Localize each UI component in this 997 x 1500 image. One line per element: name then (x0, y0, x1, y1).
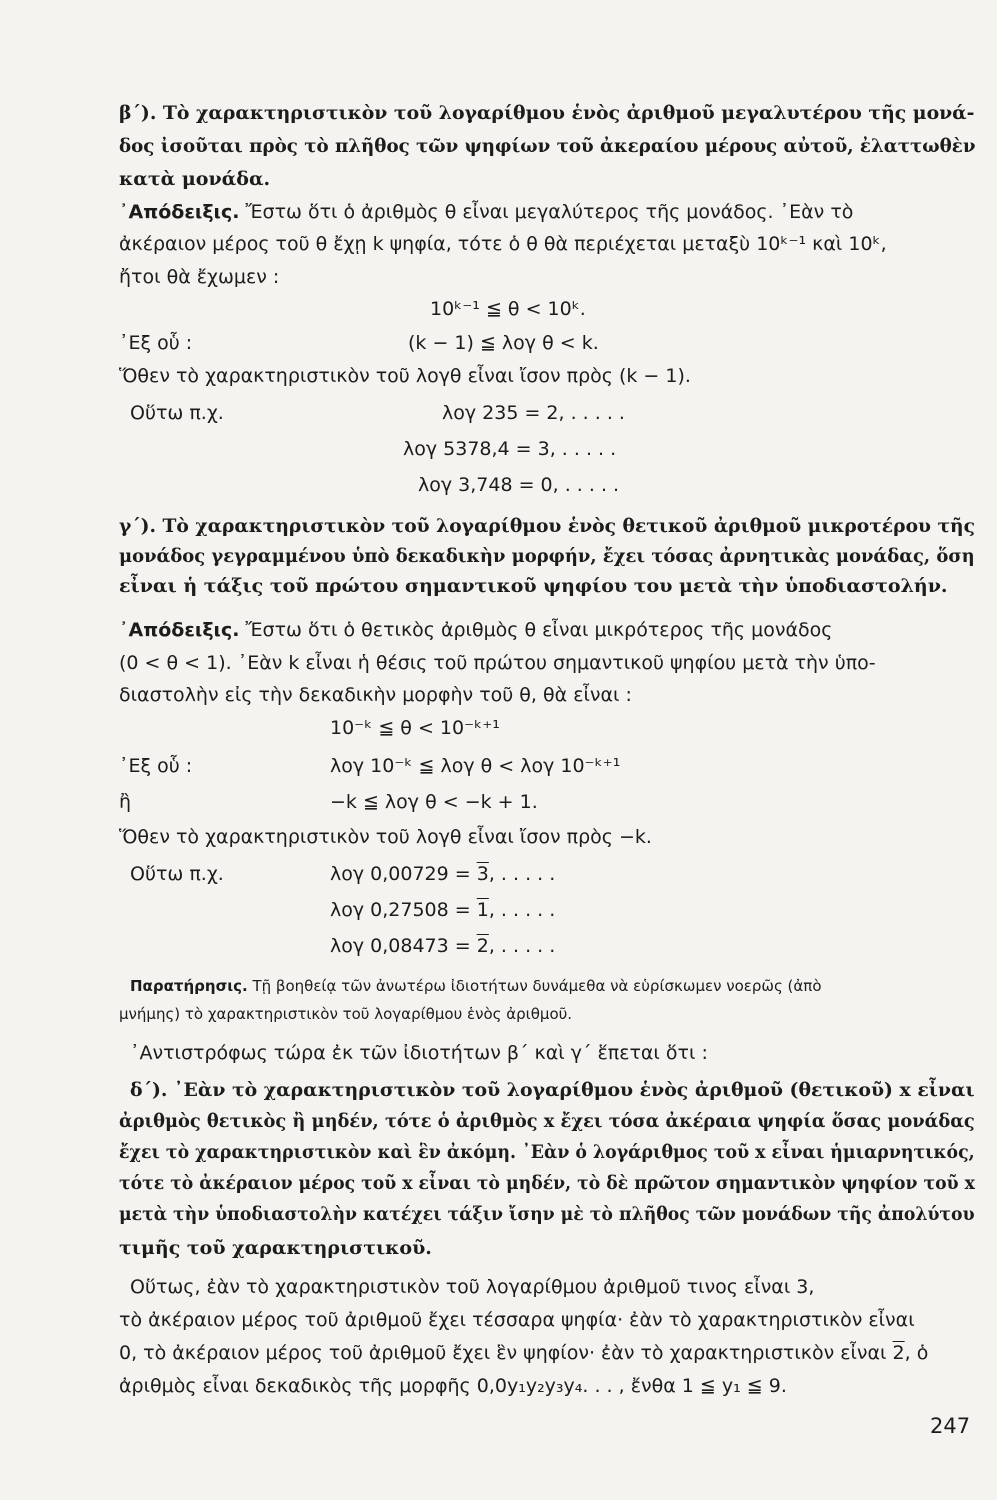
remark-text-1: Τῇ βοηθείᾳ τῶν ἀνωτέρω ἰδιοτήτων δυνάμεθα νὰ εὑρίσκωμεν νοερῶς (ἀπὸ (247, 977, 822, 995)
example-dots: , . . . . . (488, 935, 556, 957)
delta-heading-line-2: ἀριθμὸς θετικὸς ἢ μηδέν, τότε ὁ ἀριθμὸς x ἔχει τόσα ἀκέραια ψηφία ὅσας μονάδας (119, 1110, 975, 1132)
example-dots: , . . . . . (488, 899, 556, 921)
beta-proof-text-1: Ἔστω ὅτι ὁ ἀριθμὸς θ εἶναι μεγαλύτερος τῆς μονάδος. ᾿Εὰν τὸ (239, 201, 854, 223)
converse-line: ᾿Αντιστρόφως τώρα ἐκ τῶν ἰδιοτήτων β΄ καὶ γ΄ ἕπεται ὅτι : (130, 1042, 708, 1064)
gamma-example-3 (330, 934, 555, 958)
final-line-3-end: , ὁ (904, 1342, 929, 1364)
example-expression: λογ 0,08473 = (330, 935, 477, 957)
negative-characteristic: 2 (476, 935, 489, 957)
proof-label: ᾿Απόδειξις. (119, 619, 240, 641)
gamma-or-inequality: −k ≦ λογ θ < −k + 1. (330, 791, 538, 813)
gamma-conclusion: Ὅθεν τὸ χαρακτηριστικὸν τοῦ λογθ εἶναι ἴσον πρὸς −k. (119, 826, 652, 848)
gamma-or-label: ἢ (119, 791, 132, 813)
beta-proof-line-1 (119, 200, 853, 224)
gamma-heading-line-3: εἶναι ἡ τάξις τοῦ πρώτου σημαντικοῦ ψηφίου του μετὰ τὴν ὑποδιαστολήν. (119, 575, 948, 597)
beta-example-3: λογ 3,748 = 0, . . . . . (418, 474, 620, 496)
beta-conclusion: Ὅθεν τὸ χαρακτηριστικὸν τοῦ λογθ εἶναι ἴσον πρὸς (k − 1). (119, 365, 691, 387)
gamma-example-2 (330, 898, 555, 922)
final-line-2: τὸ ἀκέραιον μέρος τοῦ ἀριθμοῦ ἔχει τέσσαρα ψηφία· ἐὰν τὸ χαρακτηριστικὸν εἶναι (119, 1309, 915, 1331)
beta-example-label: Οὕτω π.χ. (130, 402, 224, 424)
delta-heading-line-1: δ΄). ᾿Εὰν τὸ χαρακτηριστικὸν τοῦ λογαρίθμου ἑνὸς ἀριθμοῦ (θετικοῦ) x εἶναι (130, 1079, 975, 1101)
gamma-proof-line-2: (0 < θ < 1). ᾿Εὰν k εἶναι ἡ θέσις τοῦ πρώτου σημαντικοῦ ψηφίου μετὰ τὴν ὑπο- (119, 652, 876, 674)
final-line-3-text: 0, τὸ ἀκέραιον μέρος τοῦ ἀριθμοῦ ἔχει ἓν ψηφίον· ἐὰν τὸ χαρακτηριστικὸν εἶναι (119, 1342, 893, 1364)
beta-heading-line-1: β΄). Τὸ χαρακτηριστικὸν τοῦ λογαρίθμου ἑνὸς ἀριθμοῦ μεγαλυτέρου τῆς μονά- (119, 102, 975, 124)
gamma-proof-line-3: διαστολὴν εἰς τὴν δεκαδικὴν μορφὴν τοῦ θ, θὰ εἶναι : (119, 684, 632, 706)
negative-characteristic: 1 (476, 899, 489, 921)
final-line-1: Οὕτως, ἐὰν τὸ χαρακτηριστικὸν τοῦ λογαρίθμου ἀριθμοῦ τινος εἶναι 3, (130, 1276, 815, 1298)
beta-example-1: λογ 235 = 2, . . . . . (442, 402, 625, 424)
beta-proof-line-3: ἤτοι θὰ ἔχωμεν : (119, 266, 280, 288)
gamma-example-label: Οὕτω π.χ. (130, 863, 224, 885)
remark-line-1 (130, 974, 822, 998)
example-dots: , . . . . . (488, 863, 556, 885)
delta-heading-line-3: ἔχει τὸ χαρακτηριστικὸν καὶ ἓν ἀκόμη. ᾿Εὰν ὁ λογάριθμος τοῦ x εἶναι ἡμιαρνητικός, (119, 1141, 975, 1163)
remark-label: Παρατήρησις. (130, 977, 248, 995)
gamma-example-1 (330, 862, 555, 886)
gamma-proof-text-1: Ἔστω ὅτι ὁ θετικὸς ἀριθμὸς θ εἶναι μικρότερος τῆς μονάδος (239, 619, 833, 641)
gamma-inequality: 10⁻ᵏ ≦ θ < 10⁻ᵏ⁺¹ (330, 717, 500, 739)
negative-characteristic: 3 (476, 863, 489, 885)
beta-ex-label: ᾿Εξ οὗ : (119, 332, 193, 354)
delta-heading-line-6: τιμῆς τοῦ χαρακτηριστικοῦ. (119, 1237, 432, 1259)
beta-example-2: λογ 5378,4 = 3, . . . . . (403, 438, 617, 460)
example-expression: λογ 0,00729 = (330, 863, 477, 885)
page-number: 247 (930, 1414, 971, 1438)
gamma-ex-inequality: λογ 10⁻ᵏ ≦ λογ θ < λογ 10⁻ᵏ⁺¹ (330, 755, 621, 777)
beta-heading-line-3: κατὰ μονάδα. (119, 168, 271, 190)
beta-inequality: 10ᵏ⁻¹ ≦ θ < 10ᵏ. (430, 298, 586, 320)
gamma-proof-line-1 (119, 618, 832, 642)
example-expression: λογ 0,27508 = (330, 899, 477, 921)
beta-ex-inequality: (k − 1) ≦ λογ θ < k. (408, 332, 599, 354)
delta-heading-line-5: μετὰ τὴν ὑποδιαστολὴν κατέχει τάξιν ἴσην μὲ τὸ πλῆθος τῶν μονάδων τῆς ἀπολύτου (119, 1203, 975, 1225)
gamma-heading-line-1: γ΄). Τὸ χαρακτηριστικὸν τοῦ λογαρίθμου ἑνὸς θετικοῦ ἀριθμοῦ μικροτέρου τῆς (119, 515, 976, 537)
delta-heading-line-4: τότε τὸ ἀκέραιον μέρος τοῦ x εἶναι τὸ μηδέν, τὸ δὲ πρῶτον σημαντικὸν ψηφίον τοῦ x (119, 1172, 975, 1194)
beta-proof-line-2: ἀκέραιον μέρος τοῦ θ ἔχῃ k ψηφία, τότε ὁ θ θὰ περιέχεται μεταξὺ 10ᵏ⁻¹ καὶ 10ᵏ, (119, 233, 887, 255)
gamma-heading-line-2: μονάδος γεγραμμένου ὑπὸ δεκαδικὴν μορφήν, ἔχει τόσας ἀρνητικὰς μονάδας, ὅση (119, 545, 975, 567)
remark-line-2: μνήμης) τὸ χαρακτηριστικὸν τοῦ λογαρίθμου ἑνὸς ἀριθμοῦ. (119, 1005, 573, 1023)
negative-characteristic: 2 (892, 1342, 905, 1364)
proof-label: ᾿Απόδειξις. (119, 201, 240, 223)
gamma-ex-label: ᾿Εξ οὗ : (119, 755, 193, 777)
final-line-4: ἀριθμὸς εἶναι δεκαδικὸς τῆς μορφῆς 0,0y₁y₂y₃y₄. . . , ἔνθα 1 ≦ y₁ ≦ 9. (119, 1375, 787, 1397)
final-line-3 (119, 1341, 928, 1365)
beta-heading-line-2: δος ἰσοῦται πρὸς τὸ πλῆθος τῶν ψηφίων τοῦ ἀκεραίου μέρους αὐτοῦ, ἐλαττωθὲν (119, 135, 976, 157)
